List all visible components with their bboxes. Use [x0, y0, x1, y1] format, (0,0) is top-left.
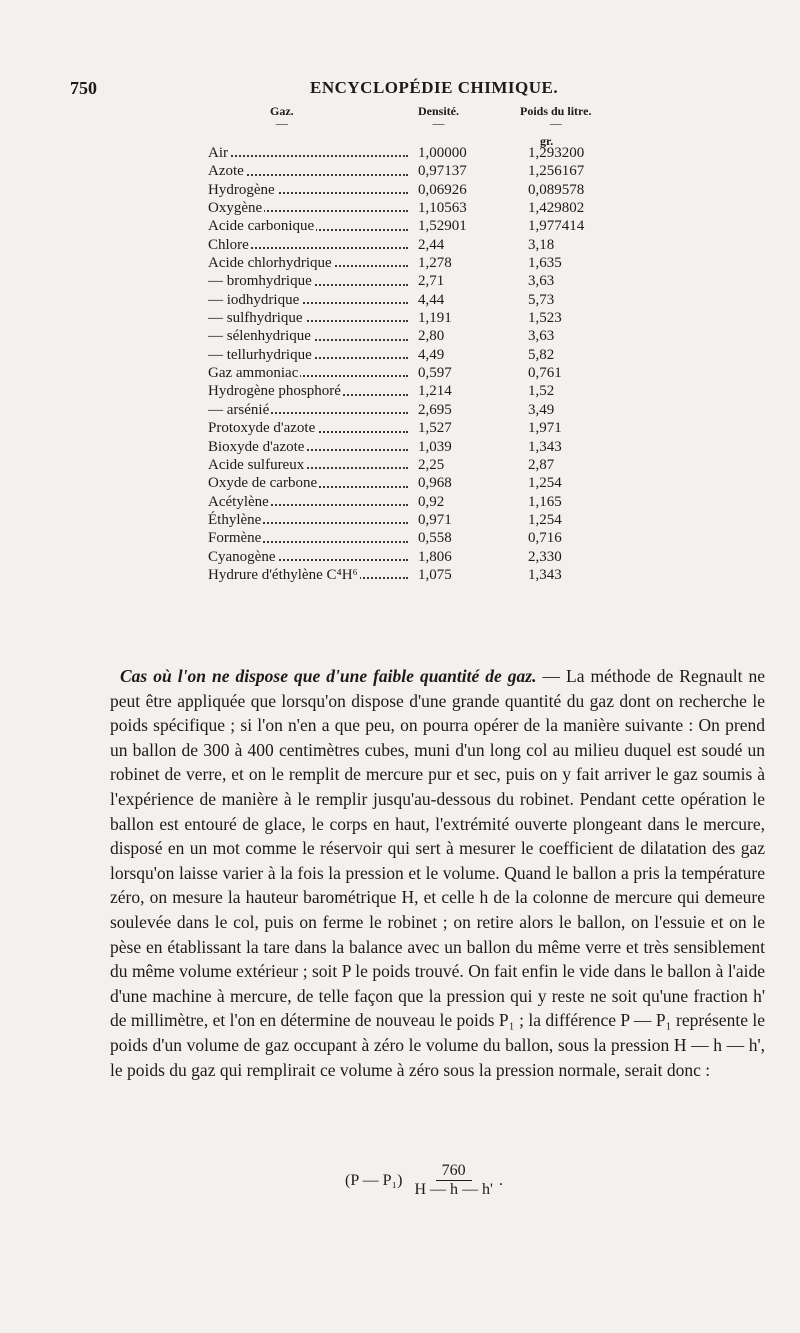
gas-name [208, 438, 408, 456]
gas-weight: 0,761 [528, 365, 562, 382]
page-header [70, 78, 750, 102]
formula-left: (P — P₁) [345, 1171, 403, 1189]
gas-name-label: Gaz ammoniac [208, 365, 299, 382]
gas-name-label: Chlore [208, 236, 249, 253]
gas-density: 4,44 [418, 291, 445, 308]
gas-name [208, 529, 408, 547]
table-row [208, 401, 628, 419]
table-row [208, 309, 628, 327]
gas-name [208, 419, 408, 437]
gas-name [208, 456, 408, 474]
gas-name [208, 401, 408, 419]
table-row [208, 327, 628, 345]
gas-density: 2,80 [418, 328, 445, 345]
column-header-gaz [270, 104, 294, 130]
table-row [208, 272, 628, 290]
table-row [208, 438, 628, 456]
gas-name [208, 309, 408, 327]
gas-name [208, 548, 408, 566]
gas-density: 4,49 [418, 346, 445, 363]
gas-weight: 2,330 [528, 548, 562, 565]
formula-numerator: 760 [436, 1162, 472, 1181]
column-header-gaz-rule: — [275, 116, 288, 130]
gas-density: 1,00000 [418, 145, 467, 161]
table-row [208, 162, 628, 180]
gas-name-label: Acide sulfureux [208, 456, 305, 473]
gas-name-label: Formène [208, 530, 262, 547]
gas-density: 0,597 [418, 365, 452, 382]
gas-name-label: Bioxyde d'azote [208, 438, 305, 455]
gas-name [208, 144, 408, 162]
gas-density: 1,191 [418, 310, 452, 327]
table-row [208, 548, 628, 566]
gas-name-label: Air [208, 145, 228, 161]
gas-weight: 1,254 [528, 475, 562, 492]
table-row [208, 217, 628, 235]
column-header-densite-label: Densité. [418, 104, 459, 118]
table-row [208, 382, 628, 400]
gas-weight: 1,165 [528, 493, 562, 510]
gas-density: 1,278 [418, 255, 452, 272]
gas-name [208, 272, 408, 290]
page-number: 750 [70, 78, 97, 98]
gas-name-label: Éthylène [208, 511, 262, 528]
column-header-densite [418, 104, 459, 130]
formula-fraction [408, 1162, 498, 1199]
table-row [208, 456, 628, 474]
gas-name [208, 236, 408, 254]
column-header-gaz-label: Gaz. [270, 104, 294, 118]
formula-denominator: H — h — h' [414, 1181, 493, 1198]
gas-weight: 3,49 [528, 401, 555, 418]
gas-weight: 1,971 [528, 420, 562, 437]
gas-density: 0,97137 [418, 163, 467, 180]
gas-weight: 1,635 [528, 255, 562, 272]
section-title: Cas où l'on ne dispose que d'une faible quantité de gaz. [120, 666, 537, 686]
gas-weight: 1,343 [528, 438, 562, 455]
gas-name [208, 511, 408, 529]
gas-name-label: — sélenhydrique [208, 328, 311, 345]
gas-weight: 3,63 [528, 328, 555, 345]
gas-name [208, 162, 408, 180]
gas-name [208, 364, 408, 382]
gas-density: 0,971 [418, 511, 452, 528]
table-row [208, 566, 628, 584]
gas-name-label: — iodhydrique [208, 291, 300, 308]
gas-weight: 1,256167 [528, 163, 585, 180]
running-title: ENCYCLOPÉDIE CHIMIQUE. [310, 78, 559, 97]
gas-density: 1,52901 [418, 218, 467, 235]
table-row [208, 181, 628, 199]
paragraph [110, 664, 765, 1082]
gas-name [208, 291, 408, 309]
gas-name [208, 566, 408, 584]
gas-name-label: Oxygène [208, 200, 263, 217]
table-row [208, 291, 628, 309]
formula-end: . [498, 1171, 503, 1189]
gas-density: 2,71 [418, 273, 445, 290]
gas-name [208, 217, 408, 235]
gas-density: 2,695 [418, 401, 452, 418]
gas-name-label: Hydrogène [208, 181, 275, 198]
gas-weight: 0,089578 [528, 181, 585, 198]
gas-weight: 1,343 [528, 566, 562, 583]
gas-weight: 5,82 [528, 346, 555, 363]
gas-name [208, 181, 408, 199]
gas-density: 1,039 [418, 438, 452, 455]
gas-weight: 3,63 [528, 273, 555, 290]
gas-density-table [208, 144, 628, 584]
gas-density: 0,92 [418, 493, 445, 510]
gas-name [208, 346, 408, 364]
column-header-poids-label: Poids du litre. [520, 104, 592, 118]
formula [345, 1162, 503, 1199]
table-row [208, 199, 628, 217]
gas-density: 2,25 [418, 456, 445, 473]
gas-weight: 2,87 [528, 456, 555, 473]
gas-weight: 3,18 [528, 236, 555, 253]
gas-density: 1,214 [418, 383, 452, 400]
gas-name-label: — sulfhydrique [208, 310, 303, 327]
table-row [208, 529, 628, 547]
gas-density: 0,968 [418, 475, 452, 492]
gas-density: 1,10563 [418, 200, 467, 217]
gas-name-label: Azote [208, 163, 244, 180]
gas-name-label: Cyanogène [208, 548, 276, 565]
table-row [208, 144, 628, 162]
gas-density: 1,527 [418, 420, 452, 437]
table-row [208, 419, 628, 437]
gas-name-label: — arsénié [208, 401, 270, 418]
gas-density: 2,44 [418, 236, 445, 253]
gas-name-label: Acide carbonique [208, 218, 315, 235]
gas-name [208, 493, 408, 511]
gas-name-label: — tellurhydrique [208, 346, 312, 363]
unit-label: gr. [540, 134, 554, 148]
gas-weight: 1,429802 [528, 200, 585, 217]
gas-density: 1,806 [418, 548, 452, 565]
column-header-densite-rule: — [432, 116, 445, 130]
column-header-poids-rule: — [549, 116, 562, 130]
gas-name-label: Acétylène [208, 493, 269, 510]
gas-name-label: Hydrure d'éthylène C⁴H⁶ [208, 566, 358, 583]
gas-name [208, 474, 408, 492]
body-paragraph [110, 664, 765, 1082]
gas-density: 1,075 [418, 566, 452, 583]
gas-name [208, 199, 408, 217]
gas-name-label: Acide chlorhydrique [208, 255, 332, 272]
gas-weight: 5,73 [528, 291, 555, 308]
table-row [208, 236, 628, 254]
table-row [208, 254, 628, 272]
paragraph-text: — La méthode de Regnault ne peut être appliquée que lorsqu'on dispose d'une grande quantité du gaz dont on recherche le poids spécifique ; si l'on n'en a que peu, on pourra opérer de la manière suivante : On prend un ballon de 300 à 400 centimètres cubes, muni d'un long col au milieu duquel est soudé un robinet de verre, et on le remplit de mercure pur et sec, puis on y fait arriver le gaz soumis à l'expérience de manière à le remplir jusqu'au-dessous du robinet. Pendant cette opération le ballon est entouré de glace, le corps en haut, l'extrémité ouverte plongeant dans le mercure, disposé en un mot comme le réservoir qui sert à mesurer le coefficient de dilatation des gaz lorsqu'on laisse varier à la fois la pression et le volume. Quand le ballon a pris la température zéro, on mesure la hauteur barométrique H, et celle h de la colonne de mercure qui demeure soulevée dans le col, puis on ferme le robinet ; on retire alors le ballon, on l'essuie et on le pèse en établissant la tare dans la balance avec un ballon du même verre et très sensiblement du même volume extérieur ; soit P le poids trouvé. On fait enfin le vide dans le ballon à l'aide d'une machine à mercure, de telle façon que la pression qui y reste ne soit qu'une fraction h' de millimètre, et l'on en détermine de nouveau le poids P₁ ; la différence P — P₁ représente le poids d'un volume de gaz occupant à zéro le volume du ballon, sous la pression H — h — h', le poids du gaz qui remplirait ce volume à zéro sous la pression normale, serait donc : [110, 666, 765, 1080]
gas-name-label: — bromhydrique [208, 273, 312, 290]
table-row [208, 346, 628, 364]
gas-name [208, 382, 408, 400]
table-row [208, 493, 628, 511]
gas-density: 0,06926 [418, 181, 467, 198]
column-header-poids [520, 104, 592, 130]
table-row [208, 511, 628, 529]
gas-weight: 0,716 [528, 530, 562, 547]
table-row [208, 474, 628, 492]
gas-weight: 1,52 [528, 383, 555, 400]
gas-name-label: Hydrogène phosphoré [208, 383, 341, 400]
gas-name-label: Oxyde de carbone [208, 475, 318, 492]
gas-name [208, 327, 408, 345]
gas-name [208, 254, 408, 272]
gas-weight: 1,254 [528, 511, 562, 528]
gas-density: 0,558 [418, 530, 452, 547]
table-row [208, 364, 628, 382]
gas-weight: 1,523 [528, 310, 562, 327]
gas-weight: 1,977414 [528, 218, 585, 235]
gas-name-label: Protoxyde d'azote [208, 420, 316, 437]
gas-weight: 1,293200 [528, 145, 585, 161]
